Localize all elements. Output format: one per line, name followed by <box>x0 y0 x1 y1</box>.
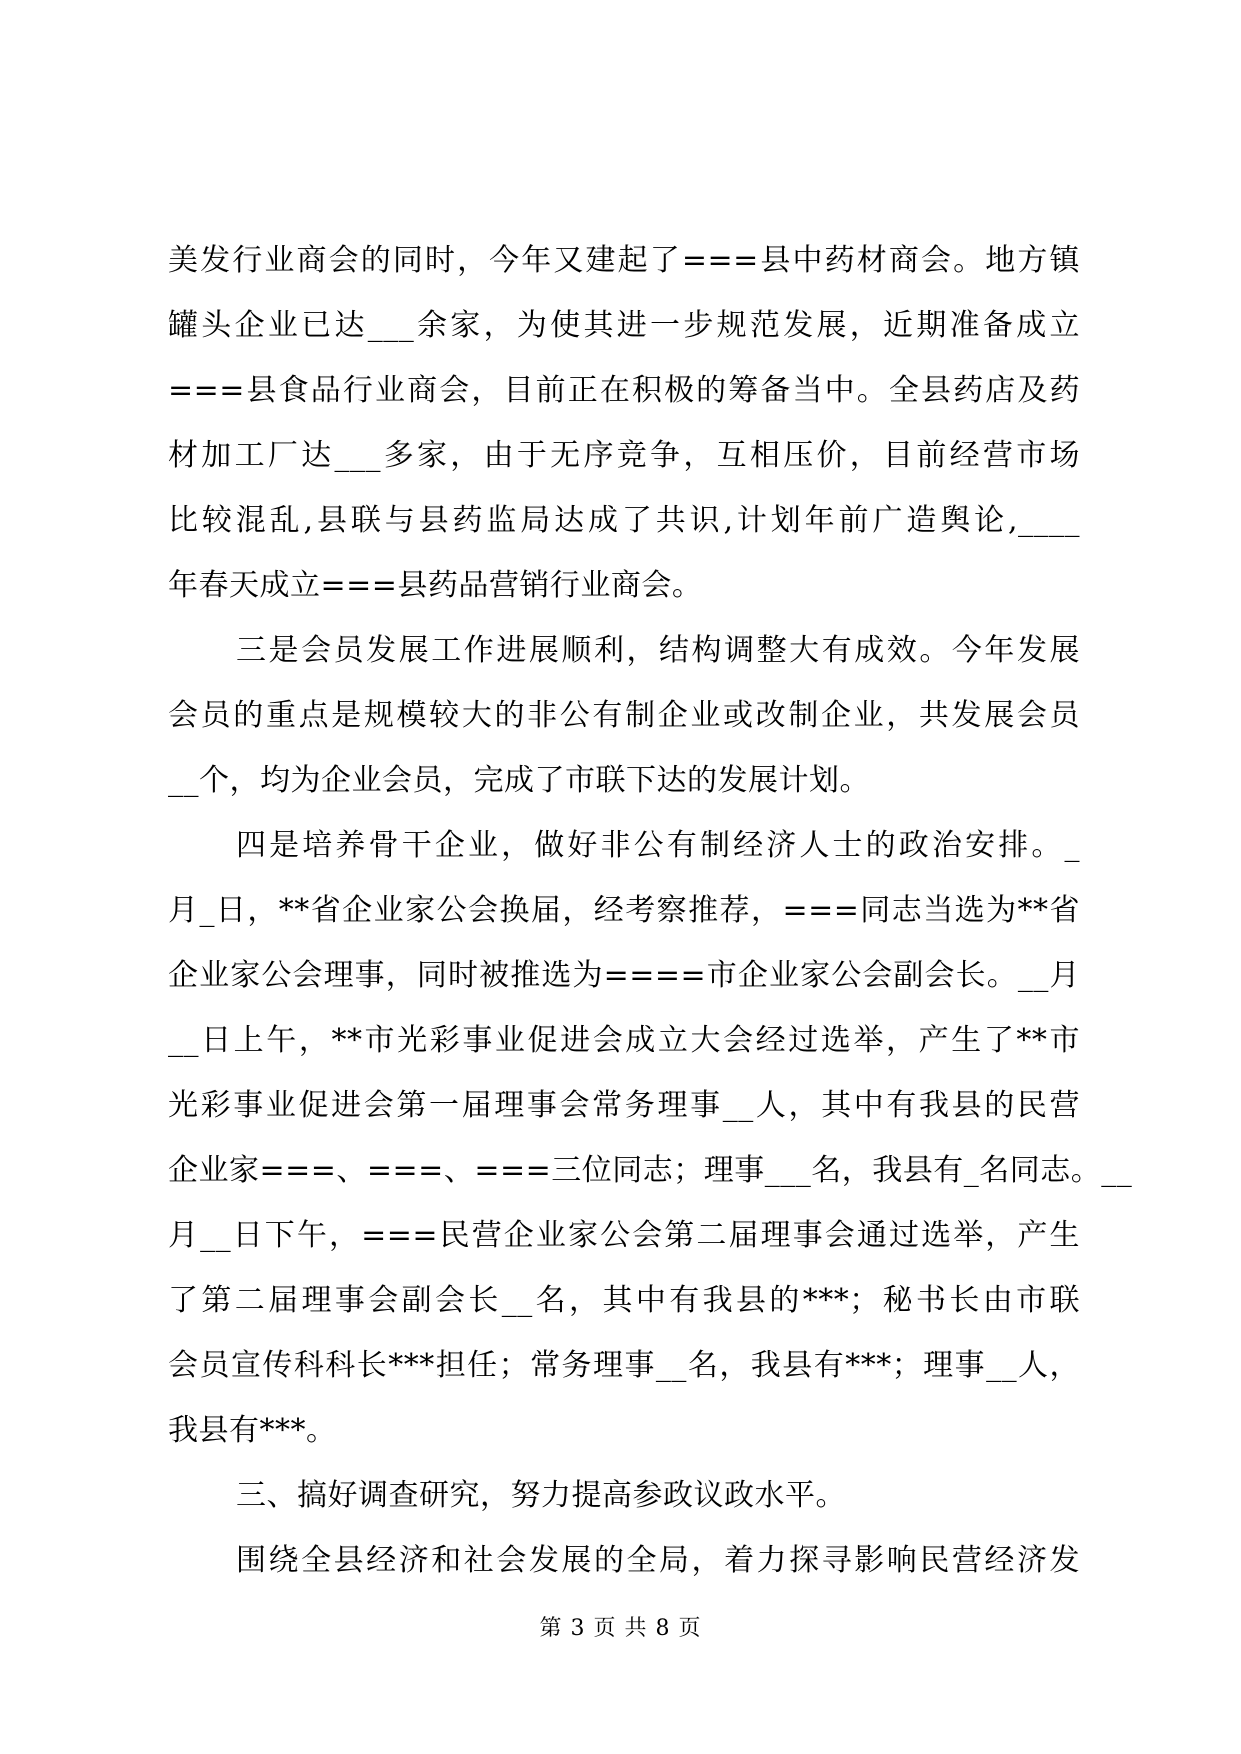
text-line: 年春天成立===县药品营销行业商会。 <box>168 568 703 603</box>
text-line: __个，均为企业会员，完成了市联下达的发展计划。 <box>168 763 870 798</box>
text-line: 会员宣传科科长***担任；常务理事__名，我县有***；理事__人， <box>168 1348 1080 1383</box>
text-line: 会员的重点是规模较大的非公有制企业或改制企业，共发展会员 <box>168 698 1080 733</box>
text-line: 企业家公会理事，同时被推选为====市企业家公会副会长。__月 <box>168 958 1080 993</box>
text-line: 罐头企业已达___余家，为使其进一步规范发展，近期准备成立 <box>168 308 1080 343</box>
paragraph-start-line: 三是会员发展工作进展顺利，结构调整大有成效。今年发展 <box>236 633 1080 668</box>
text-line: 我县有***。 <box>168 1413 337 1448</box>
document-body <box>168 228 1133 1593</box>
section-heading: 三、搞好调查研究，努力提高参政议政水平。 <box>236 1478 846 1513</box>
text-line: 企业家===、===、===三位同志；理事___名，我县有_名同志。__ <box>168 1153 1133 1188</box>
text-line: __日上午，**市光彩事业促进会成立大会经过选举，产生了**市 <box>168 1023 1080 1058</box>
text-line: 月_日，**省企业家公会换届，经考察推荐，===同志当选为**省 <box>168 893 1080 928</box>
text-line: ===县食品行业商会，目前正在积极的筹备当中。全县药店及药 <box>168 373 1080 408</box>
page-footer: 第 3 页 共 8 页 <box>539 1616 702 1641</box>
paragraph-start-line: 四是培养骨干企业，做好非公有制经济人士的政治安排。_ <box>236 828 1080 863</box>
paragraph-start-line: 围绕全县经济和社会发展的全局，着力探寻影响民营经济发 <box>236 1543 1080 1578</box>
text-line: 了第二届理事会副会长__名，其中有我县的***；秘书长由市联 <box>168 1283 1080 1318</box>
text-line: 材加工厂达___多家，由于无序竞争，互相压价，目前经营市场 <box>168 438 1080 473</box>
text-line: 光彩事业促进会第一届理事会常务理事__人，其中有我县的民营 <box>168 1088 1080 1123</box>
text-line: 美发行业商会的同时，今年又建起了===县中药材商会。地方镇 <box>168 243 1080 278</box>
text-line: 比较混乱,县联与县药监局达成了共识,计划年前广造舆论,____ <box>168 503 1080 538</box>
text-line: 月__日下午，===民营企业家公会第二届理事会通过选举，产生 <box>168 1218 1080 1253</box>
